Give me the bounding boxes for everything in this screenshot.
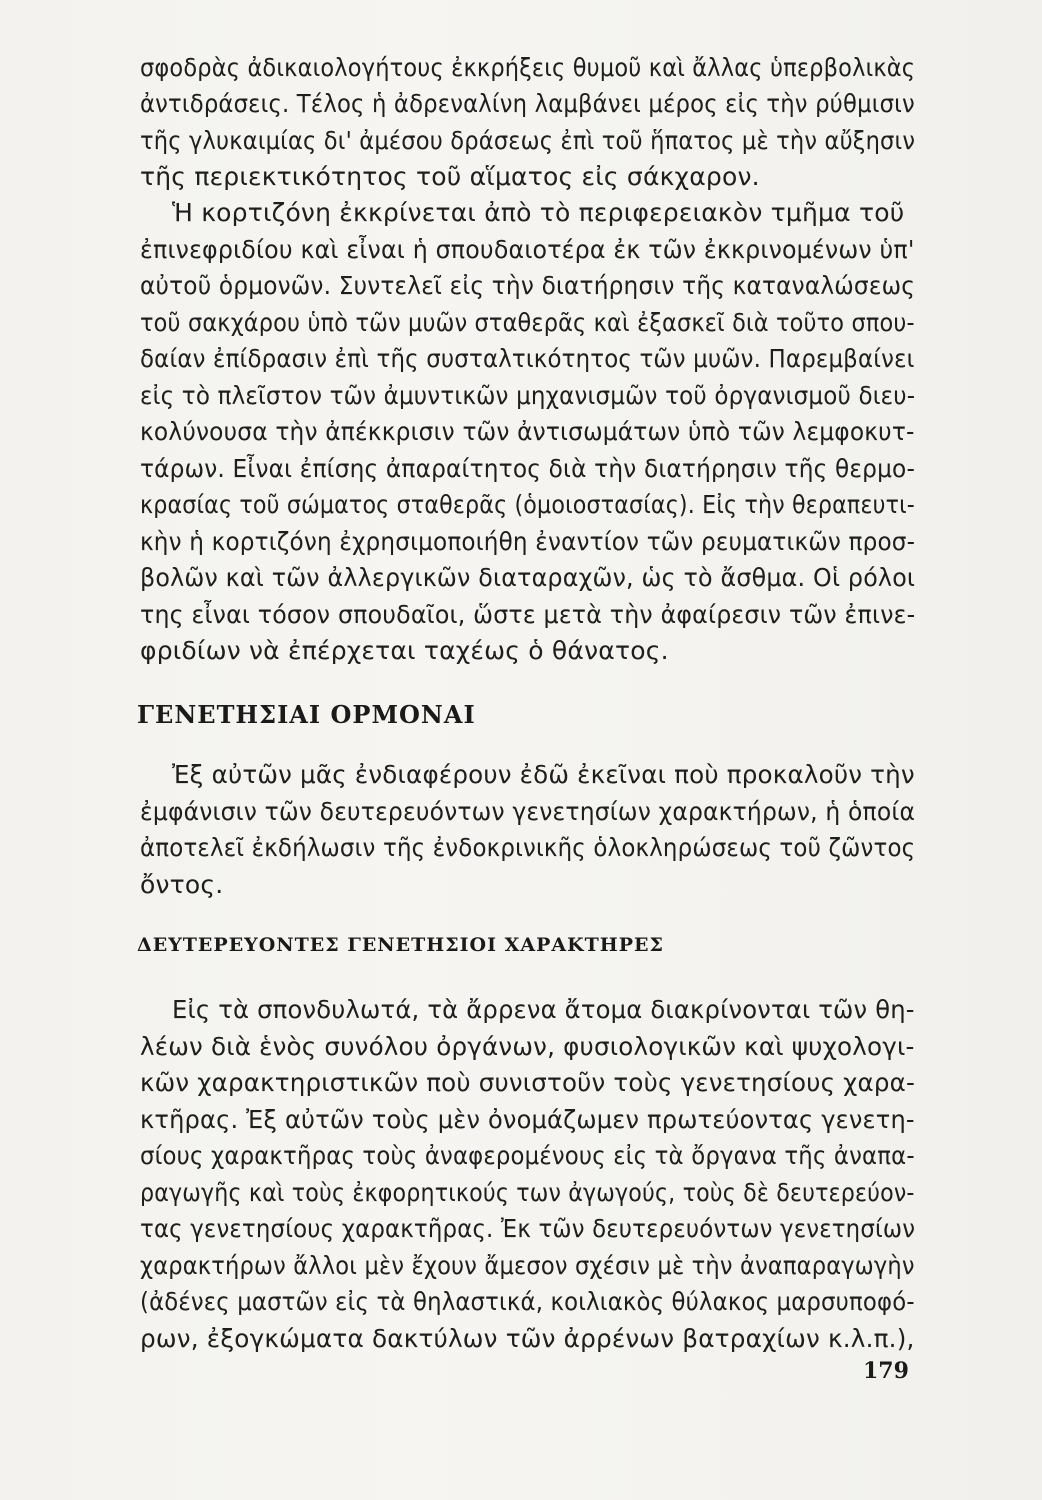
text-line: φριδίων νὰ ἐπέρχεται ταχέως ὁ θάνατος. — [140, 636, 669, 665]
text-line: ἐπινεφριδίου καὶ εἶναι ἡ σπουδαιοτέρα ἐκ τῶν ἐκκρινομένων ὑπ' — [140, 235, 915, 264]
text-line: ἀντιδράσεις. Τέλος ἡ ἀδρεναλίνη λαμβάνει μέρος εἰς τὴν ρύθμισιν — [140, 89, 915, 118]
text-line: αὐτοῦ ὁρμονῶν. Συντελεῖ εἰς τὴν διατήρησιν τῆς καταναλώσεως — [140, 271, 916, 300]
text-line: τας γενετησίους χαρακτῆρας. Ἐκ τῶν δευτερευόντων γενετησίων — [140, 1214, 916, 1243]
text-line: σίους χαρακτῆρας τοὺς ἀναφερομένους εἰς τὰ ὄργανα τῆς ἀναπα- — [140, 1141, 915, 1170]
text-line: Ἡ κορτιζόνη ἐκκρίνεται ἀπὸ τὸ περιφερειακὸν τμῆμα τοῦ — [172, 198, 905, 227]
text-line: τοῦ σακχάρου ὑπὸ τῶν μυῶν σταθερᾶς καὶ ἐξασκεῖ διὰ τοῦτο σπου- — [140, 308, 915, 337]
page-number: 179 — [863, 1358, 909, 1384]
text-line: κολύνουσα τὴν ἀπέκκρισιν τῶν ἀντισωμάτων ὑπὸ τῶν λεμφοκυτ- — [140, 417, 915, 446]
text-line: δαίαν ἐπίδρασιν ἐπὶ τῆς συσταλτικότητος τῶν μυῶν. Παρεμβαίνει — [140, 344, 915, 373]
text-line: βολῶν καὶ τῶν ἀλλεργικῶν διαταραχῶν, ὡς τὸ ἄσθμα. Οἱ ρόλοι — [140, 563, 916, 592]
text-line: κρασίας τοῦ σώματος σταθερᾶς (ὁμοιοστασίας). Εἰς τὴν θεραπευτι- — [140, 490, 915, 519]
text-line: Ἐξ αὐτῶν μᾶς ἐνδιαφέρουν ἐδῶ ἐκεῖναι ποὺ προκαλοῦν τὴν — [172, 760, 915, 789]
text-line: (ἀδένες μαστῶν εἰς τὰ θηλαστικά, κοιλιακὸς θύλακος μαρσυποφό- — [140, 1287, 915, 1316]
text-line: εἰς τὸ πλεῖστον τῶν ἀμυντικῶν μηχανισμῶν τοῦ ὀργανισμοῦ διευ- — [140, 381, 916, 410]
text-line: τάρων. Εἶναι ἐπίσης ἀπαραίτητος διὰ τὴν διατήρησιν τῆς θερμο- — [140, 454, 916, 483]
text-line: ἀποτελεῖ ἐκδήλωσιν τῆς ἐνδοκρινικῆς ὁλοκληρώσεως τοῦ ζῶντος — [140, 833, 916, 862]
text-line: Εἰς τὰ σπονδυλωτά, τὰ ἄρρενα ἄτομα διακρίνονται τῶν θη- — [172, 995, 915, 1024]
text-line: τῆς περιεκτικότητος τοῦ αἵματος εἰς σάκχαρον. — [140, 162, 760, 191]
text-line: ραγωγῆς καὶ τοὺς ἐκφορητικούς των ἀγωγούς, τοὺς δὲ δευτερεύον- — [140, 1178, 915, 1207]
text-line: ὄντος. — [140, 870, 224, 899]
text-line: σφοδρὰς ἀδικαιολογήτους ἐκκρήξεις θυμοῦ καὶ ἄλλας ὑπερβολικὰς — [140, 53, 916, 82]
text-line: κὴν ἡ κορτιζόνη ἐχρησιμοποιήθη ἐναντίον τῶν ρευματικῶν προσ- — [140, 527, 916, 556]
text-line: κτῆρας. Ἐξ αὐτῶν τοὺς μὲν ὀνομάζωμεν πρωτεύοντας γενετη- — [140, 1105, 915, 1134]
text-line: της εἶναι τόσον σπουδαῖοι, ὥστε μετὰ τὴν ἀφαίρεσιν τῶν ἐπινε- — [140, 600, 916, 629]
section-heading-secondary-characters: ΔΕΥΤΕΡΕΥΟΝΤΕΣ ΓΕΝΕΤΗΣΙΟΙ ΧΑΡΑΚΤΗΡΕΣ — [137, 934, 664, 956]
text-line: λέων διὰ ἑνὸς συνόλου ὀργάνων, φυσιολογικῶν καὶ ψυχολογι- — [140, 1032, 915, 1061]
text-line: τῆς γλυκαιμίας δι' ἀμέσου δράσεως ἐπὶ τοῦ ἥπατος μὲ τὴν αὔξησιν — [140, 126, 916, 155]
text-line: χαρακτήρων ἄλλοι μὲν ἔχουν ἄμεσον σχέσιν μὲ τὴν ἀναπαραγωγὴν — [140, 1251, 915, 1280]
text-line: ἐμφάνισιν τῶν δευτερευόντων γενετησίων χαρακτήρων, ἡ ὁποία — [140, 797, 916, 826]
section-heading-genetic-hormones: ΓΕΝΕΤΗΣΙΑΙ ΟΡΜΟΝΑΙ — [137, 700, 476, 729]
text-line: κῶν χαρακτηριστικῶν ποὺ συνιστοῦν τοὺς γενετησίους χαρα- — [140, 1068, 916, 1097]
text-line: ρων, ἐξογκώματα δακτύλων τῶν ἀρρένων βατραχίων κ.λ.π.), — [140, 1324, 915, 1353]
